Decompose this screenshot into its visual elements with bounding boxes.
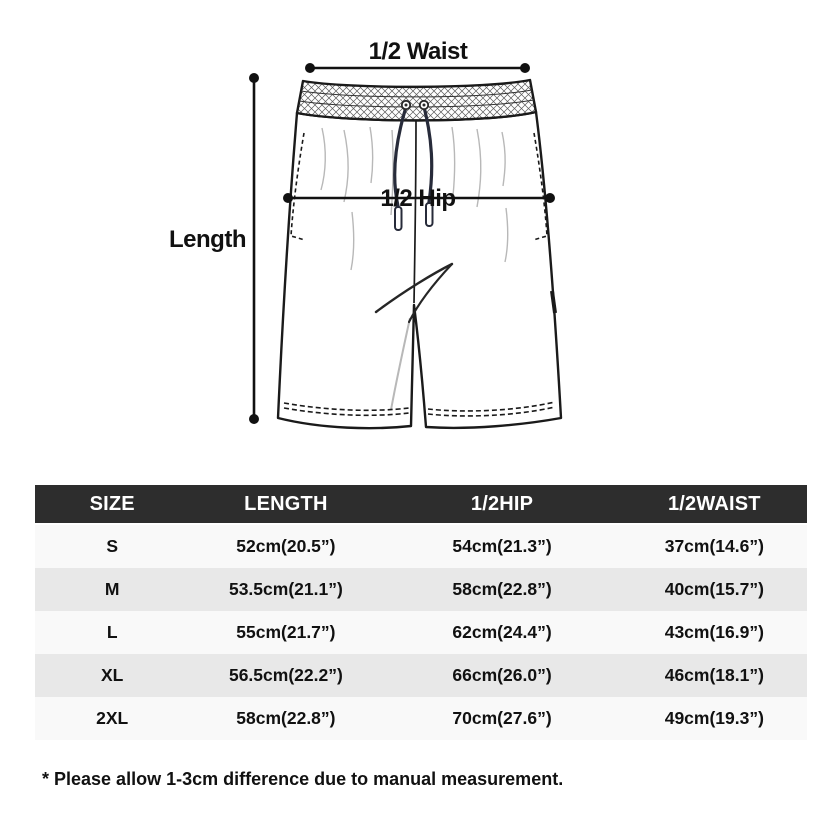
cell-size: XL [101, 665, 124, 685]
cell-hip: 70cm(27.6”) [452, 708, 552, 728]
cell-waist: 49cm(19.3”) [664, 708, 764, 728]
size-table [35, 485, 807, 740]
waist-measure [305, 38, 530, 73]
cell-length: 55cm(21.7”) [236, 622, 336, 642]
cell-length: 58cm(22.8”) [236, 708, 336, 728]
length-measure [169, 73, 259, 424]
cell-hip: 58cm(22.8”) [452, 579, 552, 599]
cell-size: 2XL [96, 708, 129, 728]
col-header-length: LENGTH [244, 492, 328, 515]
table-row [35, 525, 807, 568]
cell-waist: 46cm(18.1”) [664, 665, 764, 685]
cell-hip: 54cm(21.3”) [452, 536, 552, 556]
col-header-size: SIZE [89, 492, 135, 515]
table-row [35, 611, 807, 654]
length-measure-label: Length [169, 226, 246, 253]
cell-waist: 43cm(16.9”) [664, 622, 764, 642]
size-table-header-row [35, 485, 807, 523]
hip-measure-label: 1/2 Hip [380, 185, 456, 212]
table-row [35, 697, 807, 740]
table-row [35, 654, 807, 697]
cell-hip: 66cm(26.0”) [452, 665, 552, 685]
cell-length: 53.5cm(21.1”) [228, 579, 343, 599]
cell-size: S [106, 536, 119, 556]
shorts-body-outline [278, 112, 561, 428]
cell-waist: 40cm(15.7”) [664, 579, 764, 599]
table-row [35, 568, 807, 611]
col-header-hip: 1/2HIP [470, 492, 534, 515]
cell-size: L [106, 622, 118, 642]
waistband [297, 80, 536, 120]
cell-size: M [104, 579, 120, 599]
cell-length: 52cm(20.5”) [236, 536, 336, 556]
waist-measure-label: 1/2 Waist [368, 38, 468, 65]
col-header-waist: 1/2WAIST [667, 492, 761, 515]
cell-waist: 37cm(14.6”) [664, 536, 764, 556]
cell-length: 56.5cm(22.2”) [228, 665, 343, 685]
cell-hip: 62cm(24.4”) [452, 622, 552, 642]
measurement-note: * Please allow 1-3cm difference due to manual measurement. [42, 769, 564, 789]
